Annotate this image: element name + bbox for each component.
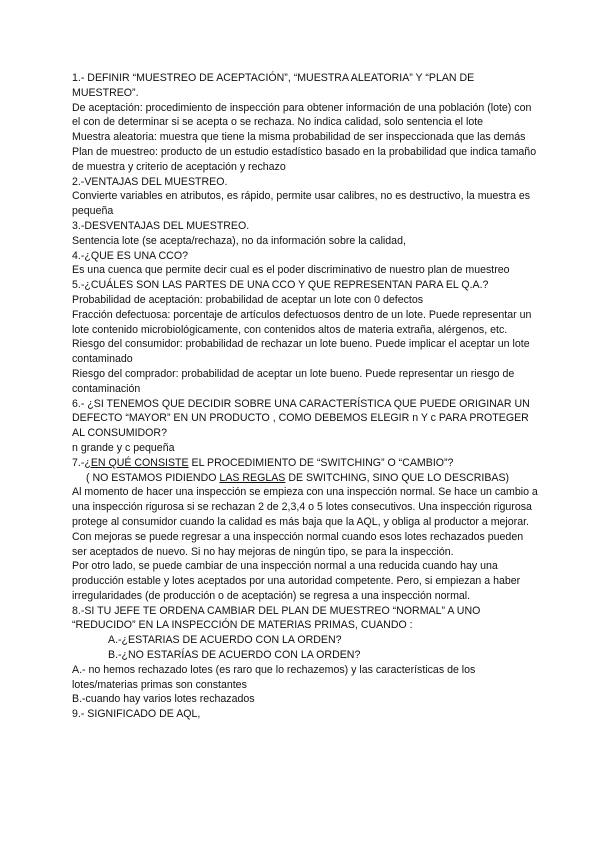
answer-paragraph: Por otro lado, se puede cambiar de una inspección normal a una reducida cuando hay una producción estable y lotes aceptados por una autoridad competente. Pero, si empiezan a haber irregularidades (de producción o de aceptación) se regresa a una inspección normal. <box>72 560 524 602</box>
question-7-title-prefix: 7.- <box>72 456 85 469</box>
question-2 <box>72 175 538 219</box>
question-4 <box>72 249 538 279</box>
answer-paragraph: De aceptación: procedimiento de inspección para obtener información de una población (lote) con el con de determinar si se acepta o se rechaza. No indica calidad, solo sentencia el lote <box>72 101 535 129</box>
question-7-note-suffix: DE SWITCHING, SINO QUE LO DESCRIBAS) <box>285 471 510 484</box>
question-3 <box>72 219 538 249</box>
answer-paragraph: Riesgo del comprador: probabilidad de aceptar un lote bueno. Puede representar un riesgo de contaminación <box>72 367 518 395</box>
question-6-title: 6.- ¿SI TENEMOS QUE DECIDIR SOBRE UNA CARACTERÍSTICA QUE PUEDE ORIGINAR UN DEFECTO “MAYOR” EN UN PRODUCTO , COMO DEBEMOS ELEGIR n Y c PARA PROTEGER AL CONSUMIDOR? <box>72 397 533 440</box>
question-8-title-line-1: 8.-SI TU JEFE TE ORDENA CAMBIAR DEL PLAN DE MUESTREO “NORMAL” A UNO <box>72 604 481 617</box>
answer-paragraph: Fracción defectuosa: porcentaje de artículos defectuosos dentro de un lote. Puede representar un lote contenido microbiológicamente, con contenidos altos de materia extraña, alérgenos, etc. <box>72 308 535 336</box>
answer-paragraph: Riesgo del consumidor: probabilidad de rechazar un lote bueno. Puede implicar el aceptar un lote contaminado <box>72 338 533 366</box>
question-8 <box>72 604 538 708</box>
question-2-title: 2.-VENTAJAS DEL MUESTREO. <box>72 175 228 188</box>
question-8-option-b: B.-¿NO ESTARÍAS DE ACUERDO CON LA ORDEN? <box>108 649 361 662</box>
question-6 <box>72 397 538 456</box>
question-1-title: 1.- DEFINIR “MUESTREO DE ACEPTACIÓN”, “MUESTRA ALEATORIA” Y “PLAN DE MUESTREO”. <box>72 72 478 99</box>
question-7-note-underlined: LAS REGLAS <box>219 471 286 484</box>
question-7 <box>72 456 541 604</box>
document-page <box>72 71 541 722</box>
answer-paragraph: A.- no hemos rechazado lotes (es raro que lo rechazemos) y las características de los lotes/materias primas son constantes <box>72 663 479 691</box>
question-8-title-line-2: “REDUCIDO” EN LA INSPECCIÓN DE MATERIAS PRIMAS, CUANDO : <box>72 619 413 632</box>
answer-paragraph: Convierte variables en atributos, es rápido, permite usar calibres, no es destructivo, la muestra es pequeña <box>72 190 534 218</box>
question-9-title: 9.- SIGNIFICADO DE AQL, <box>72 708 201 721</box>
answer-paragraph: Es una cuenca que permite decir cual es el poder discriminativo de nuestro plan de muestreo <box>72 264 510 277</box>
answer-paragraph: Plan de muestreo: producto de un estudio estadístico basado en la probabilidad que indica tamaño de muestra y criterio de aceptación y rechazo <box>72 145 540 173</box>
answer-paragraph: B.-cuando hay varios lotes rechazados <box>72 693 255 706</box>
answer-paragraph: n grande y c pequeña <box>72 441 175 454</box>
question-7-title <box>72 456 538 471</box>
question-4-title: 4.-¿QUE ES UNA CCO? <box>72 249 188 262</box>
question-3-title: 3.-DESVENTAJAS DEL MUESTREO. <box>72 219 250 232</box>
question-9 <box>72 707 538 722</box>
answer-paragraph: Al momento de hacer una inspección se empieza con una inspección normal. Se hace un cambio a una inspección rigurosa si se rechazan 2 de 2,3,4 o 5 lotes consecutivos. Una inspección rigurosa protege al consumidor cuando la calidad es más baja que la AQL, y obliga al productor a mejorar. Con mejoras se puede regresar a una inspección normal cuando esos lotes rechazados pueden ser aceptados de nuevo. Si no hay mejoras de ningún tipo, se para la inspección. <box>72 486 541 558</box>
question-7-title-suffix: EL PROCEDIMIENTO DE “SWITCHING” O “CAMBIO”? <box>188 456 454 469</box>
question-7-title-underlined: ¿EN QUÉ CONSISTE <box>84 456 189 469</box>
question-5-title: 5.-¿CUÁLES SON LAS PARTES DE UNA CCO Y QUE REPRESENTAN PARA EL Q.A.? <box>72 279 489 292</box>
question-1 <box>72 71 538 175</box>
question-5 <box>72 278 538 396</box>
answer-paragraph: Sentencia lote (se acepta/rechaza), no da información sobre la calidad, <box>72 234 406 247</box>
question-7-note-prefix: ( NO ESTAMOS PIDIENDO <box>86 471 220 484</box>
question-8-option-a: A.-¿ESTARIAS DE ACUERDO CON LA ORDEN? <box>108 634 342 647</box>
question-7-note <box>72 471 538 486</box>
answer-paragraph: Probabilidad de aceptación: probabilidad de aceptar un lote con 0 defectos <box>72 293 424 306</box>
answer-paragraph: Muestra aleatoria: muestra que tiene la misma probabilidad de ser inspeccionada que las demás <box>72 131 526 144</box>
